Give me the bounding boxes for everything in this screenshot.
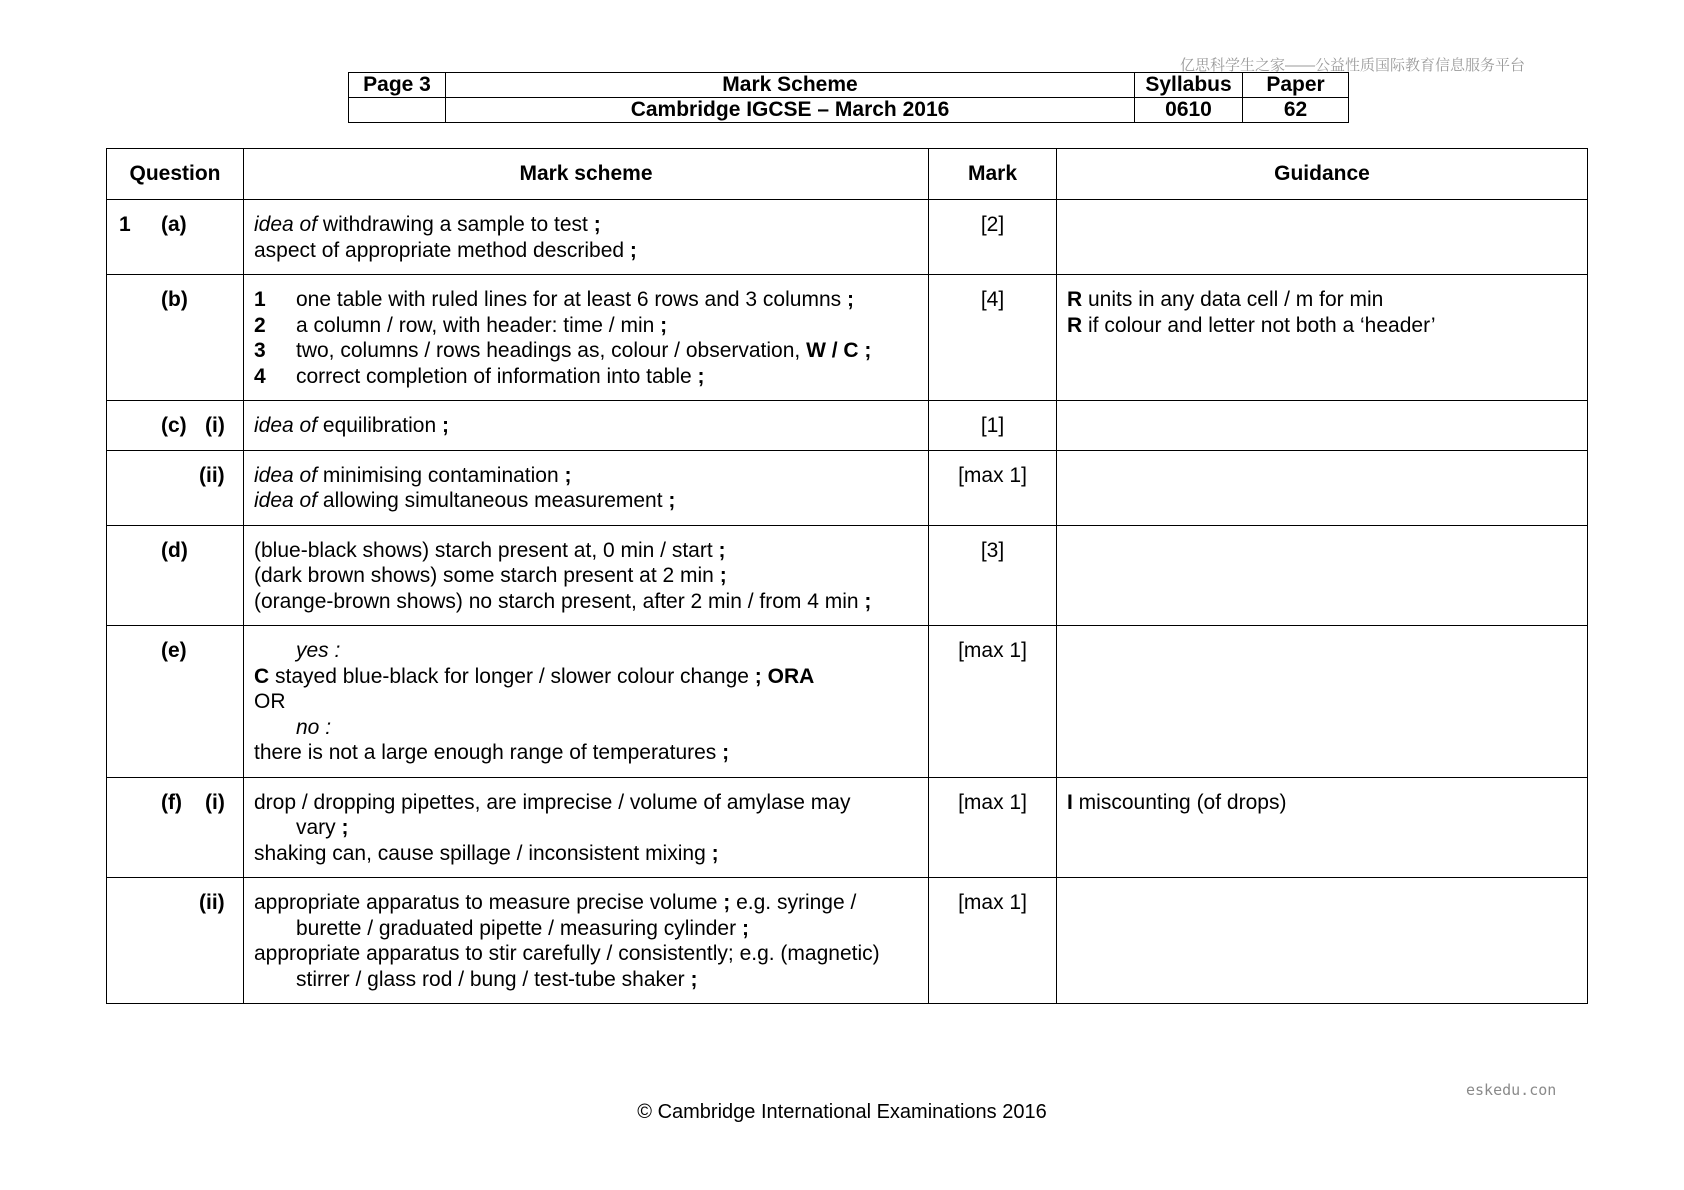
separator: ; (593, 213, 601, 236)
watermark-text: 亿思科学生之家——公益性质国际教育信息服务平台 (1180, 57, 1526, 74)
separator: ; (668, 489, 676, 512)
guidance-text: if colour and letter not both a ‘header’ (1082, 313, 1436, 337)
separator: ; (629, 238, 637, 262)
table-row (107, 777, 1588, 878)
separator: ; (846, 288, 854, 311)
scheme-text: two, columns / rows headings as, colour / observation, (296, 339, 807, 362)
mark-scheme-cell (244, 878, 929, 1004)
column-header-mark: Mark (929, 149, 1057, 200)
question-part: (a) (161, 213, 187, 236)
scheme-text: a column / row, with header: time / min (296, 313, 661, 337)
guidance-code: I (1067, 790, 1073, 814)
question-cell (107, 777, 244, 878)
separator: W / C ; (806, 339, 872, 362)
question-cell (107, 450, 244, 525)
mark-scheme-cell (244, 777, 929, 878)
paper-label: Paper (1243, 73, 1349, 98)
scheme-text: vary (296, 816, 342, 839)
separator: ; (690, 967, 698, 991)
question-part: (c) (161, 414, 187, 437)
question-cell (107, 626, 244, 778)
column-header-mark-scheme: Mark scheme (244, 149, 929, 200)
scheme-text: drop / dropping pipettes, are imprecise / volume of amylase may (254, 790, 851, 814)
syllabus-code: 0610 (1135, 98, 1243, 123)
table-row (107, 525, 1588, 626)
watermark-url: eskedu.con (1466, 1081, 1557, 1099)
question-number: 1 (119, 213, 131, 236)
mark-cell: [1] (929, 401, 1057, 451)
separator: ; (660, 313, 668, 337)
mark-cell: [3] (929, 525, 1057, 626)
separator: ; (719, 564, 727, 587)
table-row (107, 275, 1588, 401)
separator: ; (341, 816, 349, 839)
scheme-text: allowing simultaneous measurement (317, 489, 669, 512)
scheme-text: shaking can, cause spillage / inconsistent mixing (254, 841, 712, 865)
page-header-table (348, 72, 1349, 123)
question-subpart: (ii) (199, 463, 225, 487)
question-part: (e) (161, 639, 187, 662)
mark-scheme-cell (244, 450, 929, 525)
guidance-cell (1057, 878, 1588, 1004)
scheme-text: there is not a large enough range of temperatures (254, 741, 723, 764)
mark-cell: [max 1] (929, 626, 1057, 778)
copyright-footer: © Cambridge International Examinations 2016 (637, 1101, 1047, 1123)
question-subpart: (ii) (199, 891, 225, 914)
page-number: Page 3 (349, 73, 446, 98)
column-header-guidance: Guidance (1057, 149, 1588, 200)
scheme-text: withdrawing a sample to test (317, 213, 594, 236)
guidance-cell (1057, 200, 1588, 275)
question-subpart: (i) (205, 414, 225, 437)
separator: ; (711, 841, 719, 865)
document-subtitle: Cambridge IGCSE – March 2016 (446, 98, 1135, 123)
scheme-text: (dark brown shows) some starch present at 2 min (254, 564, 720, 587)
mark-scheme-cell (244, 200, 929, 275)
syllabus-label: Syllabus (1135, 73, 1243, 98)
scheme-text: stayed blue-black for longer / slower colour change (269, 664, 755, 688)
scheme-text: stirrer / glass rod / bung / test-tube shaker (296, 967, 691, 991)
item-number: 3 (254, 339, 266, 362)
mark-scheme-cell (244, 275, 929, 401)
question-subpart: (i) (205, 790, 225, 814)
mark-cell: [max 1] (929, 878, 1057, 1004)
scheme-text: burette / graduated pipette / measuring cylinder (296, 916, 742, 940)
question-part: (d) (161, 538, 188, 562)
scheme-text: OR (254, 690, 286, 713)
mark-cell: [4] (929, 275, 1057, 401)
question-cell (107, 878, 244, 1004)
scheme-text: appropriate apparatus to stir carefully / consistently; e.g. (magnetic) (254, 942, 880, 965)
scheme-text: (blue-black shows) starch present at, 0 min / start (254, 538, 719, 562)
scheme-text: one table with ruled lines for at least 6 rows and 3 columns (296, 288, 847, 311)
guidance-cell (1057, 777, 1588, 878)
mark-cell: [2] (929, 200, 1057, 275)
separator: ; (564, 463, 572, 487)
scheme-text: equilibration (317, 414, 442, 437)
scheme-text: correct completion of information into table (296, 364, 698, 388)
document-title: Mark Scheme (446, 73, 1135, 98)
paper-number: 62 (1243, 98, 1349, 123)
table-header-row (107, 149, 1588, 200)
emphasis-text: idea of (254, 463, 318, 487)
separator: ; (722, 741, 730, 764)
mark-scheme-cell (244, 626, 929, 778)
item-number: 4 (254, 364, 266, 388)
guidance-cell (1057, 275, 1588, 401)
guidance-text: units in any data cell / m for min (1082, 288, 1384, 311)
emphasis-text: yes : (296, 639, 341, 662)
table-row (107, 450, 1588, 525)
question-cell (107, 401, 244, 451)
scheme-text: aspect of appropriate method described (254, 238, 630, 262)
guidance-cell (1057, 525, 1588, 626)
question-cell (107, 275, 244, 401)
question-part: (f) (161, 790, 182, 814)
guidance-cell (1057, 450, 1588, 525)
mark-scheme-cell (244, 401, 929, 451)
emphasis-text: idea of (254, 489, 318, 512)
emphasis-text: idea of (254, 213, 318, 236)
separator: ; (723, 891, 731, 914)
table-row (107, 626, 1588, 778)
table-row (107, 878, 1588, 1004)
question-cell (107, 200, 244, 275)
guidance-cell (1057, 626, 1588, 778)
guidance-text: miscounting (of drops) (1072, 790, 1287, 814)
column-header-question: Question (107, 149, 244, 200)
scheme-text: (orange-brown shows) no starch present, after 2 min / from 4 min (254, 589, 865, 613)
key-letter: C (254, 664, 270, 688)
scheme-text: minimising contamination (317, 463, 565, 487)
question-part: (b) (161, 288, 188, 311)
table-row (107, 200, 1588, 275)
question-cell (107, 525, 244, 626)
separator: ; (441, 414, 449, 437)
scheme-text: e.g. syringe / (730, 891, 857, 914)
mark-scheme-cell (244, 525, 929, 626)
item-number: 2 (254, 313, 266, 337)
separator: ; (864, 589, 872, 613)
emphasis-text: idea of (254, 414, 318, 437)
separator: ; (718, 538, 726, 562)
guidance-code: R (1067, 288, 1083, 311)
separator: ; (741, 916, 749, 940)
mark-scheme-table (106, 148, 1588, 1004)
mark-cell: [max 1] (929, 450, 1057, 525)
guidance-cell (1057, 401, 1588, 451)
item-number: 1 (254, 288, 266, 311)
emphasis-text: no : (296, 715, 332, 739)
scheme-text: appropriate apparatus to measure precise volume (254, 891, 724, 914)
mark-cell: [max 1] (929, 777, 1057, 878)
separator: ; (697, 364, 705, 388)
empty-cell (349, 98, 446, 123)
table-row (107, 401, 1588, 451)
separator: ; ORA (754, 664, 815, 688)
guidance-code: R (1067, 313, 1083, 337)
